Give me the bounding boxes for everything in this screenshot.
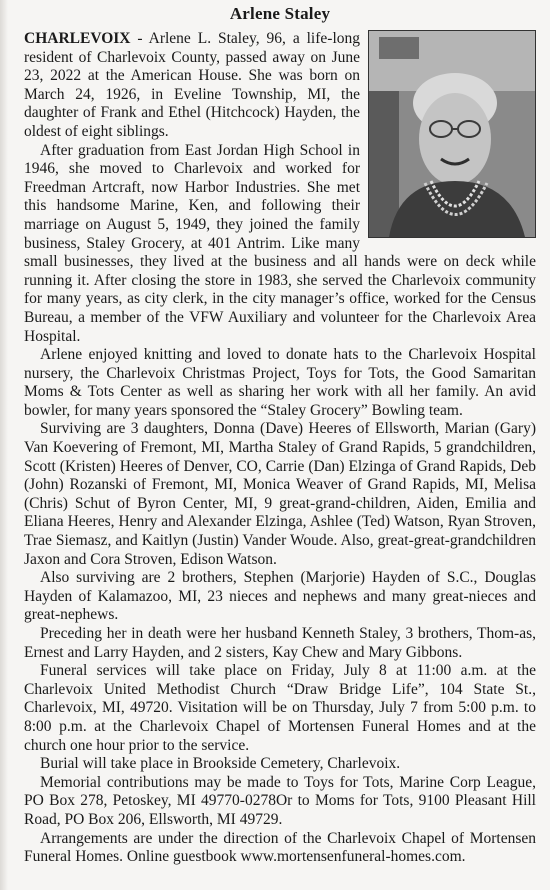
obituary-paragraph: After graduation from East Jordan High School in 1946, she moved to Charlevoix and worked for Freedman Artcraft, now Harbor Industries. She met this handsome Marine, Ken, and following their marriage on August 5, 1949, they joined the family business, Staley Grocery, at 401 Antrim. Like many small businesses, they lived at the business and all hands were on deck while running it. After closing the store in 1983, she served the Charlevoix community for many years, as city clerk, in the city manager’s office, worked for the Census Bureau, a member of the VFW Auxiliary and volunteer for the Charlevoix Area Hospital. [24,141,536,345]
obituary-paragraph: Memorial contributions may be made to Toys for Tots, Marine Corp League, PO Box 278, Petoskey, MI 49770-0278Or to Moms for Tots, 9100 Pleasant Hill Road, PO Box 206, Ellsworth, MI 49729. [24,773,536,828]
obituary-paragraph: Burial will take place in Brookside Cemetery, Charlevoix. [40,755,401,773]
obituary-paragraph: Preceding her in death were her husband Kenneth Staley, 3 brothers, Thom-as, Ernest and Larry Hayden, and 2 sisters, Kay Chew and Mary Gibbons. [24,625,536,661]
obituary-headline: Arlene Staley [229,4,331,23]
obituary-paragraph-text: - Arlene L. Staley, 96, a life-long resident of Charlevoix County, passed away on June 23, 2022 at the American House. She was born on March 24, 1926, in Eveline Township, MI, the daughter of Frank and Ethel (Hitchcock) Hayden, the oldest of eight siblings. [24,30,360,140]
portrait-photo [368,30,536,238]
dateline: CHARLEVOIX [24,30,131,47]
obituary-body [24,30,536,867]
obituary-paragraph: Also surviving are 2 brothers, Stephen (Marjorie) Hayden of S.C., Douglas Hayden of Kalamazoo, MI, 23 nieces and nephews and many great-nieces and great-nephews. [24,569,536,624]
obituary-paragraph: Funeral services will take place on Friday, July 8 at 11:00 a.m. at the Charlevoix United Methodist Church “Draw Bridge Life”, 104 State St., Charlevoix, MI, 49720. Visitation will be on Thursday, July 7 from 5:00 p.m. to 8:00 p.m. at the Charlevoix Chapel of Mortensen Funeral Homes and at the church one hour prior to the service. [24,662,536,754]
obituary-paragraph: Arlene enjoyed knitting and loved to donate hats to the Charlevoix Hospital nursery, the Charlevoix Christmas Project, Toys for Tots, the Good Samaritan Moms & Tots Center as well as sharing her work with all her family. An avid bowler, for many years sponsored the “Staley Grocery” Bowling team. [24,346,536,419]
obituary-paragraph: Surviving are 3 daughters, Donna (Dave) Heeres of Ellsworth, Marian (Gary) Van Koevering of Fremont, MI, Martha Staley of Grand Rapids, 5 grandchildren, Scott (Kristen) Heeres of Denver, CO, Carrie (Dan) Elzinga of Grand Rapids, Deb (John) Rozanski of Fremont, MI, Monica Weaver of Grand Rapids, MI, Melisa (Chris) Schut of Byron Center, MI, 9 great-grand-children, Aiden, Emilia and Eliana Heeres, Henry and Alexander Elzinga, Ashlee (Ted) Watson, Ryan Stroven, Trae Siemasz, and Kaitlyn (Justin) Vander Woude. Also, great-great-grandchildren Jaxon and Cora Stroven, Edison Watson. [24,420,536,568]
obituary-paragraph: Arrangements are under the direction of the Charlevoix Chapel of Mortensen Funeral Homes. Online guestbook www.mortensenfuneral-homes.com. [24,829,536,866]
portrait-image [369,31,535,237]
